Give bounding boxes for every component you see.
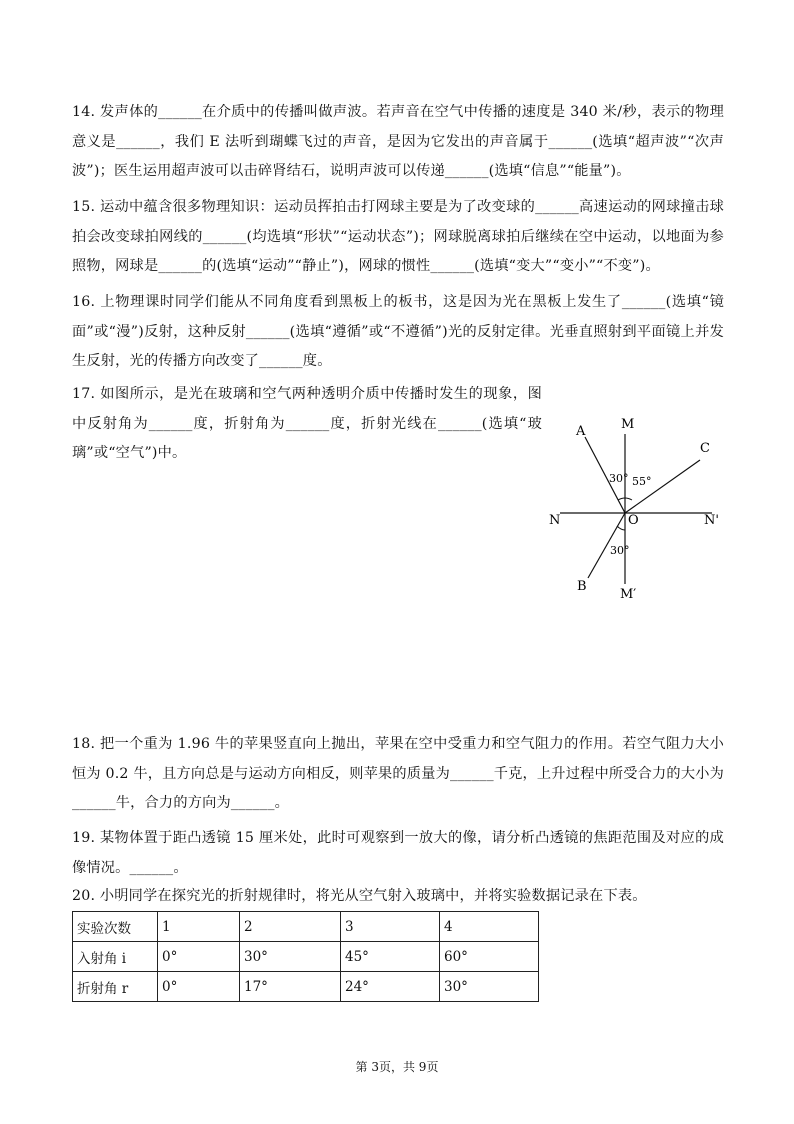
table-cell: 2 xyxy=(240,912,341,942)
question-18: 18. 把一个重为 1.96 牛的苹果竖直向上抛出，苹果在空中受重力和空气阻力的作用。若空气阻力大小恒为 0.2 牛，且方向总是与运动方向相反，则苹果的质量为______千克，上升过程中所受合力的大小为______牛，合力的方向为______。 xyxy=(72,736,724,811)
table-cell: 17° xyxy=(240,972,341,1002)
refraction-data-table xyxy=(72,911,539,1002)
angle-COM: 55° xyxy=(632,475,652,488)
table-cell: 30° xyxy=(240,942,341,972)
page-footer: 第 3页，共 9页 xyxy=(355,1060,439,1074)
table-cell: 60° xyxy=(440,942,539,972)
table-cell: 1 xyxy=(158,912,240,942)
table-cell: 30° xyxy=(440,972,539,1002)
label-M: M xyxy=(621,417,635,432)
table-cell: 0° xyxy=(158,972,240,1002)
angle-BOM-prime: 30° xyxy=(610,544,630,557)
label-M-prime: M′ xyxy=(620,587,637,602)
table-row xyxy=(73,972,539,1002)
table-row xyxy=(73,942,539,972)
table-cell: 3 xyxy=(341,912,440,942)
question-17: 17. 如图所示，是光在玻璃和空气两种透明介质中传播时发生的现象，图中反射角为______度，折射角为______度，折射光线在______(选填“玻璃”或“空气”)中。 xyxy=(72,386,542,461)
label-A: A xyxy=(576,424,586,439)
table-cell: 24° xyxy=(341,972,440,1002)
table-cell: 入射角 i xyxy=(73,942,158,972)
label-N: N xyxy=(549,513,561,528)
angle-AOM: 30° xyxy=(609,472,629,485)
question-14: 14. 发声体的______在介质中的传播叫做声波。若声音在空气中传播的速度是 340 米/秒，表示的物理意义是______，我们 E 法听到瑚蝶飞过的声音，是因为它发出的声音属于______(选填“超声波”“次声波”)；医生运用超声波可以击碎肾结石，说明声波可以传递______(选填“信息”“能量”)。 xyxy=(72,104,724,179)
question-19: 19. 某物体置于距凸透镜 15 厘米处，此时可观察到一放大的像，请分析凸透镜的焦距范围及对应的成像情况。______。 xyxy=(72,830,724,876)
label-B: B xyxy=(577,579,587,594)
refraction-diagram xyxy=(540,412,730,612)
label-O: O xyxy=(628,513,639,528)
table-row xyxy=(73,912,539,942)
table-cell: 0° xyxy=(158,942,240,972)
table-cell: 45° xyxy=(341,942,440,972)
label-N-prime: N' xyxy=(704,513,719,528)
label-C: C xyxy=(700,441,710,456)
table-cell: 4 xyxy=(440,912,539,942)
table-cell: 实验次数 xyxy=(73,912,158,942)
question-16: 16. 上物理课时同学们能从不同角度看到黑板上的板书，这是因为光在黑板上发生了______(选填“镜面”或“漫”)反射，这种反射______(选填“遵循”或“不遵循”)光的反射定律。光垂直照射到平面镜上并发生反射，光的传播方向改变了______度。 xyxy=(72,294,724,369)
question-20: 20. 小明同学在探究光的折射规律时，将光从空气射入玻璃中，并将实验数据记录在下表。 xyxy=(72,888,647,904)
question-15: 15. 运动中蕴含很多物理知识：运动员挥拍击打网球主要是为了改变球的______高速运动的网球撞击球拍会改变球拍网线的______(均选填“形状”“运动状态”)；网球脱离球拍后继续在空中运动，以地面为参照物，网球是______的(选填“运动”“静止”)，网球的惯性______(选填“变大”“变小”“不变”)。 xyxy=(72,199,724,274)
table-cell: 折射角 r xyxy=(73,972,158,1002)
